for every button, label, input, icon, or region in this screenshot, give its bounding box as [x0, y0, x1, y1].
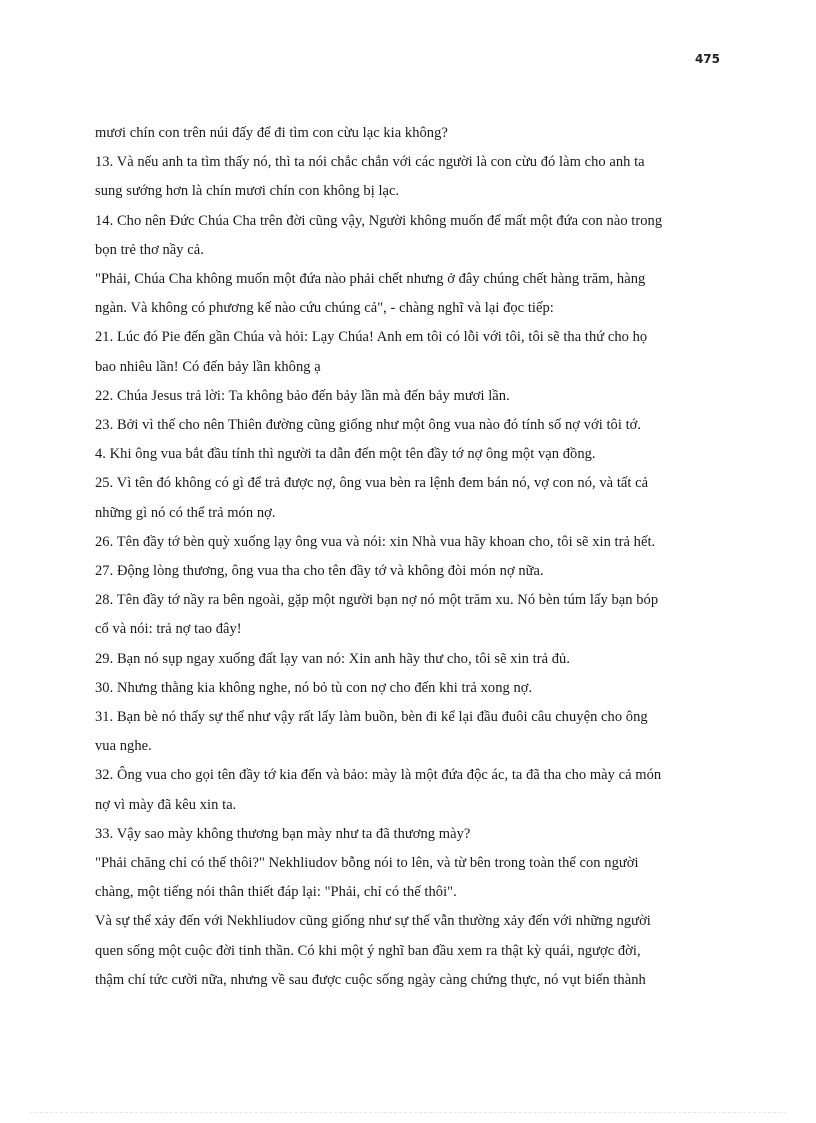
paragraph: [95, 849, 735, 907]
text-line: 4. Khi ông vua bắt đầu tính thì người ta dẫn đến một tên đầy tớ nợ ông một vạn đồng.: [95, 446, 596, 463]
paragraph: [95, 703, 735, 761]
text-line: vua nghe.: [95, 738, 152, 755]
text-line: 31. Bạn bè nó thấy sự thể như vậy rất lấy làm buồn, bèn đi kể lại đầu đuôi câu chuyện cho ông: [95, 709, 648, 726]
text-line: 26. Tên đầy tớ bèn quỳ xuống lạy ông vua và nói: xin Nhà vua hãy khoan cho, tôi sẽ xin trả hết.: [95, 533, 656, 550]
text-line: 23. Bởi vì thế cho nên Thiên đường cũng giống như một ông vua nào đó tính số nợ với tôi tớ.: [95, 417, 642, 434]
paragraph: [95, 761, 735, 819]
text-line: thậm chí tức cười nữa, nhưng về sau được cuộc sống ngày càng chứng thực, nó vụt biến thành: [95, 971, 646, 988]
paragraph: [95, 674, 735, 703]
text-line: 29. Bạn nó sụp ngay xuống đất lạy van nó: Xin anh hãy thư cho, tôi sẽ xin trả đủ.: [95, 650, 571, 667]
text-line: Và sự thể xảy đến với Nekhliudov cũng giống như sự thể vẫn thường xảy đến với những người: [95, 913, 651, 930]
text-line: 22. Chúa Jesus trả lời: Ta không bảo đến bảy lần mà đến bảy mươi lần.: [95, 387, 510, 404]
paragraph: [95, 586, 735, 644]
text-line: ngàn. Và không có phương kế nào cứu chúng cả", - chàng nghĩ và lại đọc tiếp:: [95, 300, 554, 317]
text-line: bao nhiêu lần! Có đến bảy lần không ạ: [95, 358, 321, 375]
text-line: "Phải, Chúa Cha không muốn một đứa nào phải chết nhưng ở đây chúng chết hàng trăm, hàng: [95, 271, 646, 288]
body-text: [95, 119, 735, 995]
page-number: 475: [694, 52, 720, 66]
text-line: 13. Và nếu anh ta tìm thấy nó, thì ta nói chắc chắn với các người là con cừu đó làm cho anh ta: [95, 154, 645, 171]
text-line: 21. Lúc đó Pie đến gần Chúa và hỏi: Lạy Chúa! Anh em tôi có lỗi với tôi, tôi sẽ tha thứ cho họ: [95, 329, 648, 346]
text-line: 14. Cho nên Đức Chúa Cha trên đời cũng vậy, Người không muốn để mất một đứa con nào trong: [95, 212, 663, 229]
paragraph: [95, 907, 735, 995]
text-line: bọn trẻ thơ nầy cả.: [95, 241, 204, 258]
text-line: cổ và nói: trả nợ tao đây!: [95, 621, 242, 638]
paragraph: [95, 820, 735, 849]
text-line: 28. Tên đầy tớ nầy ra bên ngoài, gặp một người bạn nợ nó một trăm xu. Nó bèn túm lấy bạn bóp: [95, 592, 659, 609]
paragraph: [95, 528, 735, 557]
text-line: nợ vì mày đã kêu xin ta.: [95, 796, 237, 813]
text-line: quen sống một cuộc đời tinh thần. Có khi một ý nghĩ ban đầu xem ra thật kỳ quái, ngược đời,: [95, 942, 641, 959]
text-line: 25. Vì tên đó không có gì để trả được nợ, ông vua bèn ra lệnh đem bán nó, vợ con nó, và tất cả: [95, 475, 649, 492]
paragraph: [95, 119, 735, 148]
text-line: 30. Nhưng thằng kia không nghe, nó bỏ tù con nợ cho đến khi trả xong nợ.: [95, 679, 533, 696]
page-bottom-edge: [30, 1112, 786, 1113]
paragraph: [95, 645, 735, 674]
text-line: 27. Động lòng thương, ông vua tha cho tên đầy tớ và không đòi món nợ nữa.: [95, 563, 544, 580]
text-line: chàng, một tiếng nói thân thiết đáp lại: "Phải, chỉ có thế thôi".: [95, 884, 457, 901]
text-line: mươi chín con trên núi đấy để đi tìm con cừu lạc kia không?: [95, 125, 448, 141]
paragraph: [95, 207, 735, 265]
paragraph: [95, 440, 735, 469]
text-line: "Phải chăng chỉ có thế thôi?" Nekhliudov bỗng nói to lên, và từ bên trong toàn thể con người: [95, 855, 639, 872]
paragraph: [95, 557, 735, 586]
text-line: sung sướng hơn là chín mươi chín con không bị lạc.: [95, 183, 400, 200]
text-line: những gì nó có thể trả món nợ.: [95, 504, 276, 521]
paragraph: [95, 411, 735, 440]
text-line: 32. Ông vua cho gọi tên đầy tớ kia đến và bảo: mày là một đứa độc ác, ta đã tha cho mày cả món: [95, 767, 662, 784]
paragraph: [95, 148, 735, 206]
paragraph: [95, 382, 735, 411]
paragraph: [95, 469, 735, 527]
text-line: 33. Vậy sao mày không thương bạn mày như ta đã thương mày?: [95, 825, 471, 842]
paragraph: [95, 323, 735, 381]
paragraph: [95, 265, 735, 323]
